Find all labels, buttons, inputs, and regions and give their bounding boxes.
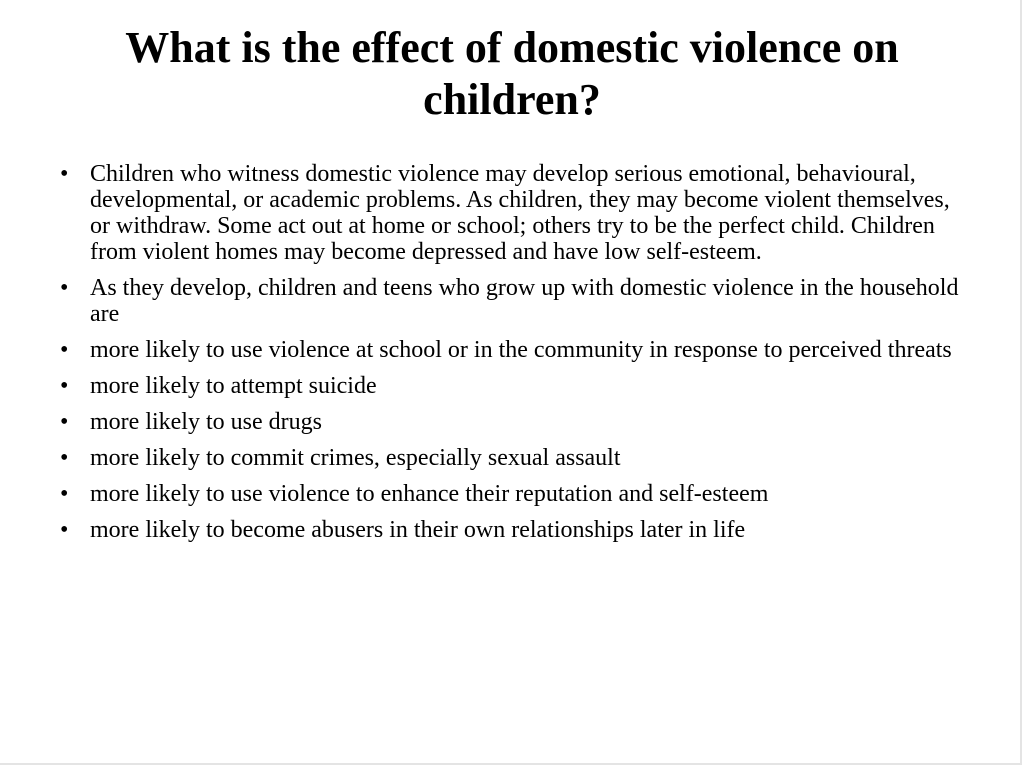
list-item [60, 337, 970, 363]
list-item [60, 481, 970, 507]
list-item [60, 409, 970, 435]
bullet-icon: • [60, 481, 69, 507]
bullet-text: Children who witness domestic violence may develop serious emotional, behavioural, developmental, or academic problems. As children, they may become violent themselves, or withdraw. Some act out at home or school; others try to be the perfect child. Children from violent homes may become depressed and have low self-esteem. [90, 161, 950, 265]
bullet-icon: • [60, 445, 69, 471]
bullet-icon: • [60, 275, 69, 301]
bullet-list [60, 161, 970, 553]
bullet-icon: • [60, 373, 69, 399]
bullet-text: more likely to use drugs [90, 409, 322, 435]
list-item [60, 373, 970, 399]
list-item [60, 517, 970, 543]
bullet-text: more likely to become abusers in their own relationships later in life [90, 517, 746, 543]
bullet-icon: • [60, 161, 69, 187]
bullet-text: more likely to use violence to enhance their reputation and self-esteem [90, 481, 769, 507]
bullet-icon: • [60, 517, 69, 543]
slide-title: What is the effect of domestic violence on children? [125, 23, 899, 124]
bullet-text: more likely to use violence at school or in the community in response to perceived threats [90, 337, 952, 363]
list-item [60, 445, 970, 471]
bullet-icon: • [60, 337, 69, 363]
bullet-text: more likely to commit crimes, especially sexual assault [90, 445, 621, 471]
bullet-text: more likely to attempt suicide [90, 373, 377, 399]
list-item [60, 161, 970, 265]
list-item [60, 275, 970, 327]
bullet-text: As they develop, children and teens who grow up with domestic violence in the household are [90, 275, 959, 327]
bullet-icon: • [60, 409, 69, 435]
